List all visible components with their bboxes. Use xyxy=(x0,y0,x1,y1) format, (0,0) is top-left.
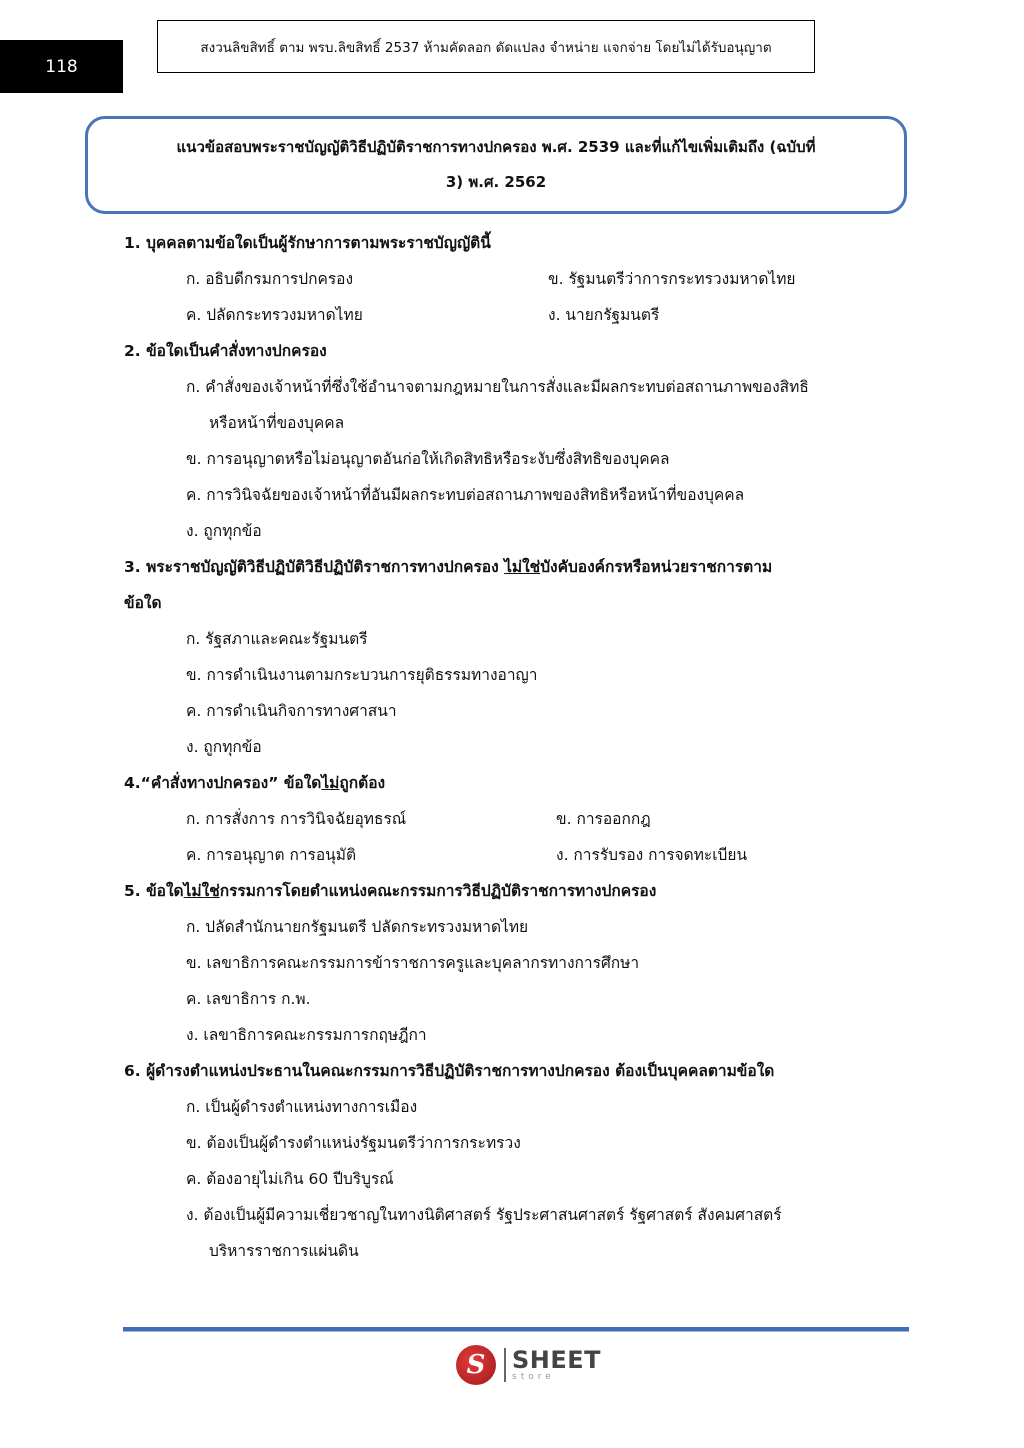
q1-option-b: ข. รัฐมนตรีว่าการกระทรวงมหาดไทย xyxy=(548,270,796,288)
q4-option-b: ข. การออกกฎ xyxy=(556,810,651,828)
q2-option-d: ง. ถูกทุกข้อ xyxy=(186,522,262,540)
document-title xyxy=(85,116,907,214)
question-3-continued: ข้อใด xyxy=(124,594,162,612)
question-4 xyxy=(124,772,385,794)
q3-option-c: ค. การดำเนินกิจการทางศาสนา xyxy=(186,702,397,720)
q2-option-a: ก. คำสั่งของเจ้าหน้าที่ซึ่งใช้อำนาจตามกฎหมายในการสั่งและมีผลกระทบต่อสถานภาพของสิทธิ xyxy=(186,378,809,396)
logo-word: SHEET xyxy=(512,1346,602,1374)
sheet-store-logo xyxy=(456,1344,601,1386)
page-number: 118 xyxy=(0,40,123,93)
q1-option-a: ก. อธิบดีกรมการปกครอง xyxy=(186,270,354,288)
logo-subtext: store xyxy=(512,1372,555,1382)
q4-text-after: ถูกต้อง xyxy=(339,774,386,792)
q3-text-after: บังคับองค์กรหรือหน่วยราชการตาม xyxy=(540,558,773,576)
q5-option-b: ข. เลขาธิการคณะกรรมการข้าราชการครูและบุคลากรทางการศึกษา xyxy=(186,954,640,972)
q6-option-d-continued: บริหารราชการแผ่นดิน xyxy=(209,1242,359,1260)
question-5 xyxy=(124,880,656,902)
q2-option-c: ค. การวินิจฉัยของเจ้าหน้าที่อันมีผลกระทบต่อสถานภาพของสิทธิหรือหน้าที่ของบุคคล xyxy=(186,486,745,504)
question-2: 2. ข้อใดเป็นคำสั่งทางปกครอง xyxy=(124,342,327,360)
q4-text-before: 4.“คำสั่งทางปกครอง” ข้อใด xyxy=(124,774,322,792)
q5-text-before: 5. ข้อใด xyxy=(124,882,184,900)
q4-text-underlined: ไม่ xyxy=(321,774,340,792)
q2-option-a-continued: หรือหน้าที่ของบุคคล xyxy=(209,414,345,432)
logo-divider xyxy=(504,1348,506,1382)
title-line-1: แนวข้อสอบพระราชบัญญัติวิธีปฏิบัติราชการทางปกครอง พ.ศ. 2539 และที่แก้ไขเพิ่มเติมถึง (ฉบับที่ xyxy=(176,138,816,156)
logo-s-icon: S xyxy=(456,1345,496,1385)
q5-option-d: ง. เลขาธิการคณะกรรมการกฤษฎีกา xyxy=(186,1026,427,1044)
copyright-notice: สงวนลิขสิทธิ์ ตาม พรบ.ลิขสิทธิ์ 2537 ห้ามคัดลอก ดัดแปลง จำหน่าย แจกจ่าย โดยไม่ได้รับอนุญาต xyxy=(157,20,815,73)
q6-option-b: ข. ต้องเป็นผู้ดำรงตำแหน่งรัฐมนตรีว่าการกระทรวง xyxy=(186,1134,521,1152)
q1-option-d: ง. นายกรัฐมนตรี xyxy=(548,306,660,324)
q4-option-c: ค. การอนุญาต การอนุมัติ xyxy=(186,846,357,864)
footer-rule xyxy=(123,1327,909,1331)
question-6: 6. ผู้ดำรงตำแหน่งประธานในคณะกรรมการวิธีปฏิบัติราชการทางปกครอง ต้องเป็นบุคคลตามข้อใด xyxy=(124,1062,775,1080)
question-1: 1. บุคคลตามข้อใดเป็นผู้รักษาการตามพระราชบัญญัตินี้ xyxy=(124,234,491,252)
title-line-2: 3) พ.ศ. 2562 xyxy=(445,173,547,191)
q4-option-a: ก. การสั่งการ การวินิจฉัยอุทธรณ์ xyxy=(186,810,407,828)
q6-option-d: ง. ต้องเป็นผู้มีความเชี่ยวชาญในทางนิติศาสตร์ รัฐประศาสนศาสตร์ รัฐศาสตร์ สังคมศาสตร์ xyxy=(186,1206,782,1224)
question-3 xyxy=(124,556,772,578)
q3-option-d: ง. ถูกทุกข้อ xyxy=(186,738,262,756)
q6-option-a: ก. เป็นผู้ดำรงตำแหน่งทางการเมือง xyxy=(186,1098,418,1116)
q5-text-underlined: ไม่ใช่ xyxy=(183,882,220,900)
q5-option-c: ค. เลขาธิการ ก.พ. xyxy=(186,990,311,1008)
q2-option-b: ข. การอนุญาตหรือไม่อนุญาตอันก่อให้เกิดสิทธิหรือระงับซึ่งสิทธิของบุคคล xyxy=(186,450,670,468)
q1-option-c: ค. ปลัดกระทรวงมหาดไทย xyxy=(186,306,363,324)
q3-text-before: 3. พระราชบัญญัติวิธีปฏิบัติวิธีปฏิบัติราชการทางปกครอง xyxy=(124,558,505,576)
q3-option-a: ก. รัฐสภาและคณะรัฐมนตรี xyxy=(186,630,368,648)
q5-text-after: กรรมการโดยตำแหน่งคณะกรรมการวิธีปฏิบัติราชการทางปกครอง xyxy=(219,882,657,900)
q4-option-d: ง. การรับรอง การจดทะเบียน xyxy=(556,846,748,864)
q3-option-b: ข. การดำเนินงานตามกระบวนการยุติธรรมทางอาญา xyxy=(186,666,538,684)
q6-option-c: ค. ต้องอายุไม่เกิน 60 ปีบริบูรณ์ xyxy=(186,1170,394,1188)
q3-text-underlined: ไม่ใช่ xyxy=(504,558,541,576)
logo-text xyxy=(512,1348,601,1382)
q5-option-a: ก. ปลัดสำนักนายกรัฐมนตรี ปลัดกระทรวงมหาดไทย xyxy=(186,918,529,936)
